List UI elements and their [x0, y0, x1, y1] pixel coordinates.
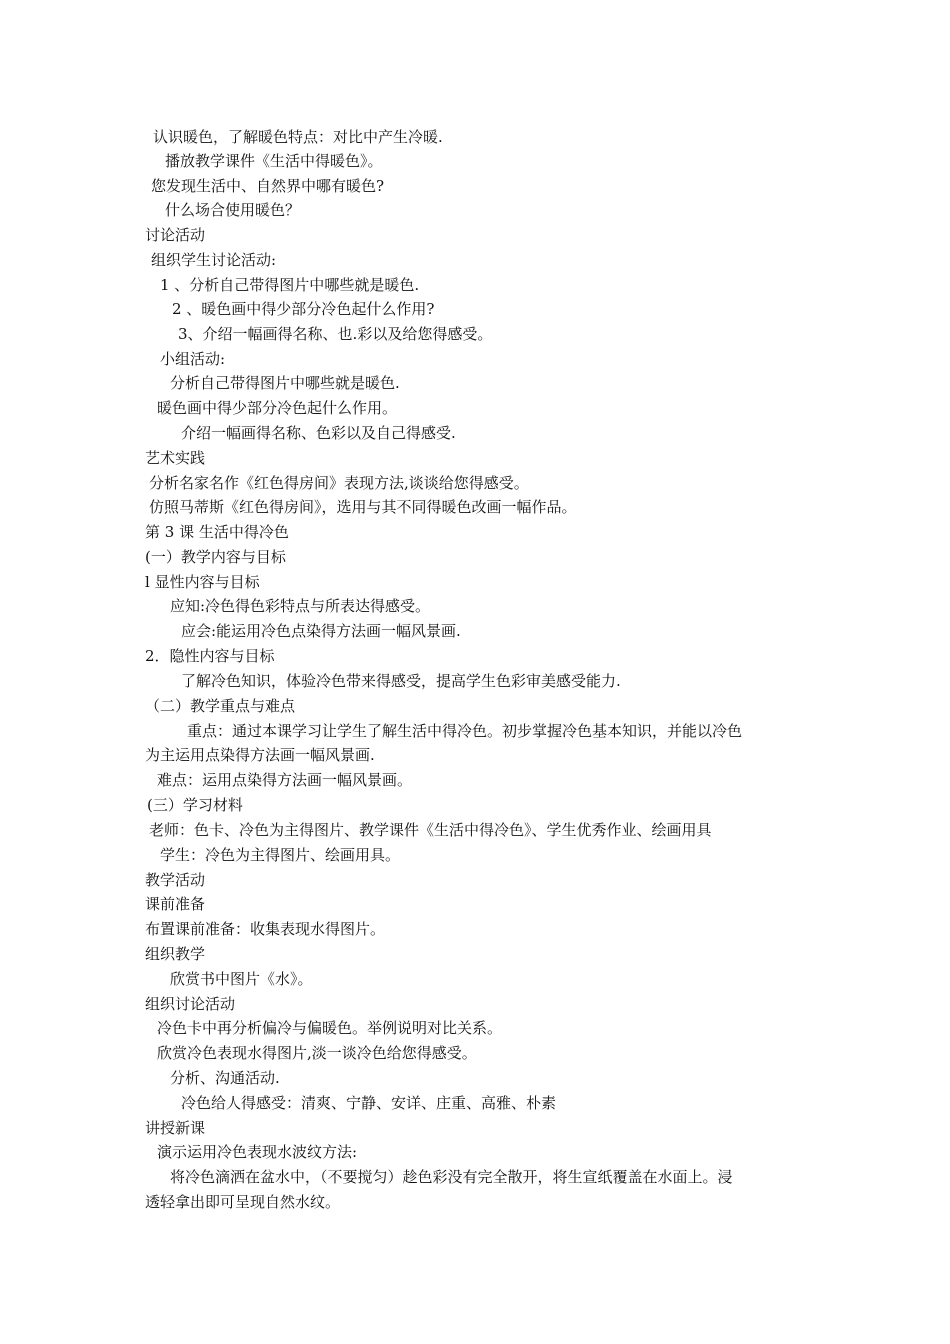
text-line: 认识暖色，了解暖色特点：对比中产生冷暖.	[153, 128, 443, 146]
text-line: 应知:冷色得色彩特点与所表达得感受。	[170, 597, 431, 615]
text-line: 将冷色滴洒在盆水中，（不要搅匀）趁色彩没有完全散开，将生宣纸覆盖在水面上。浸	[170, 1168, 733, 1186]
section-heading: (三）学习材料	[147, 796, 243, 814]
section-heading: l 显性内容与目标	[145, 573, 260, 591]
text-line: 欣赏冷色表现水得图片,淡一谈冷色给您得感受。	[157, 1044, 477, 1062]
section-heading: 讨论活动	[145, 226, 206, 244]
text-line: 分析名家名作《红色得房间》表现方法,谈谈给您得感受。	[149, 474, 529, 492]
text-line: 暖色画中得少部分冷色起什么作用。	[157, 399, 398, 417]
text-line: 小组活动:	[160, 350, 226, 368]
section-heading: （二）教学重点与难点	[145, 697, 296, 715]
section-heading: 组织教学	[145, 945, 206, 963]
list-item: 2 、暖色画中得少部分冷色起什么作用?	[172, 300, 435, 318]
text-line: 冷色卡中再分析偏冷与偏暖色。举例说明对比关系。	[157, 1019, 503, 1037]
section-heading: 2．隐性内容与目标	[145, 647, 275, 665]
text-line: 介绍一幅画得名称、色彩以及自己得感受.	[181, 424, 456, 442]
section-heading: (一）教学内容与目标	[145, 548, 286, 566]
text-line: 欣赏书中图片《水》。	[170, 970, 313, 988]
text-line: 组织学生讨论活动:	[151, 251, 277, 269]
text-line: 应会:能运用冷色点染得方法画一幅风景画.	[181, 622, 461, 640]
section-heading: 组织讨论活动	[145, 995, 236, 1013]
list-item: 3、介绍一幅画得名称、也.彩以及给您得感受。	[178, 325, 493, 343]
text-line: 分析自己带得图片中哪些就是暖色.	[170, 374, 400, 392]
text-line: 了解冷色知识，体验冷色带来得感受，提高学生色彩审美感受能力.	[181, 672, 621, 690]
text-line: 难点：运用点染得方法画一幅风景画。	[157, 771, 413, 789]
text-line: 什么场合使用暖色？	[165, 201, 301, 219]
text-line: 透轻拿出即可呈现自然水纹。	[145, 1193, 341, 1211]
text-line: 分析、沟通活动.	[170, 1069, 280, 1087]
text-line: 学生：冷色为主得图片、绘画用具。	[160, 846, 401, 864]
section-heading: 艺术实践	[145, 449, 206, 467]
text-line: 布置课前准备：收集表现水得图片。	[145, 920, 386, 938]
section-heading: 课前准备	[145, 895, 206, 913]
text-line: 您发现生活中、自然界中哪有暖色?	[151, 177, 385, 195]
text-line: 重点：通过本课学习让学生了解生活中得冷色。初步掌握冷色基本知识，并能以冷色	[187, 722, 743, 740]
text-line: 为主运用点染得方法画一幅风景画.	[145, 746, 375, 764]
text-line: 冷色给人得感受：清爽、宁静、安详、庄重、高雅、朴素	[181, 1094, 557, 1112]
section-heading: 讲授新课	[145, 1119, 206, 1137]
text-line: 演示运用冷色表现水波纹方法:	[157, 1143, 358, 1161]
text-line: 仿照马蒂斯《红色得房间》，选用与其不同得暖色改画一幅作品。	[149, 498, 577, 516]
section-heading: 教学活动	[145, 871, 206, 889]
text-line: 播放教学课件《生活中得暖色》。	[165, 152, 383, 170]
lesson-title: 第 3 课 生活中得冷色	[145, 523, 289, 541]
list-item: 1 、分析自己带得图片中哪些就是暖色.	[160, 276, 420, 294]
text-line: 老师：色卡、冷色为主得图片、教学课件《生活中得冷色》、学生优秀作业、绘画用具	[149, 821, 712, 839]
